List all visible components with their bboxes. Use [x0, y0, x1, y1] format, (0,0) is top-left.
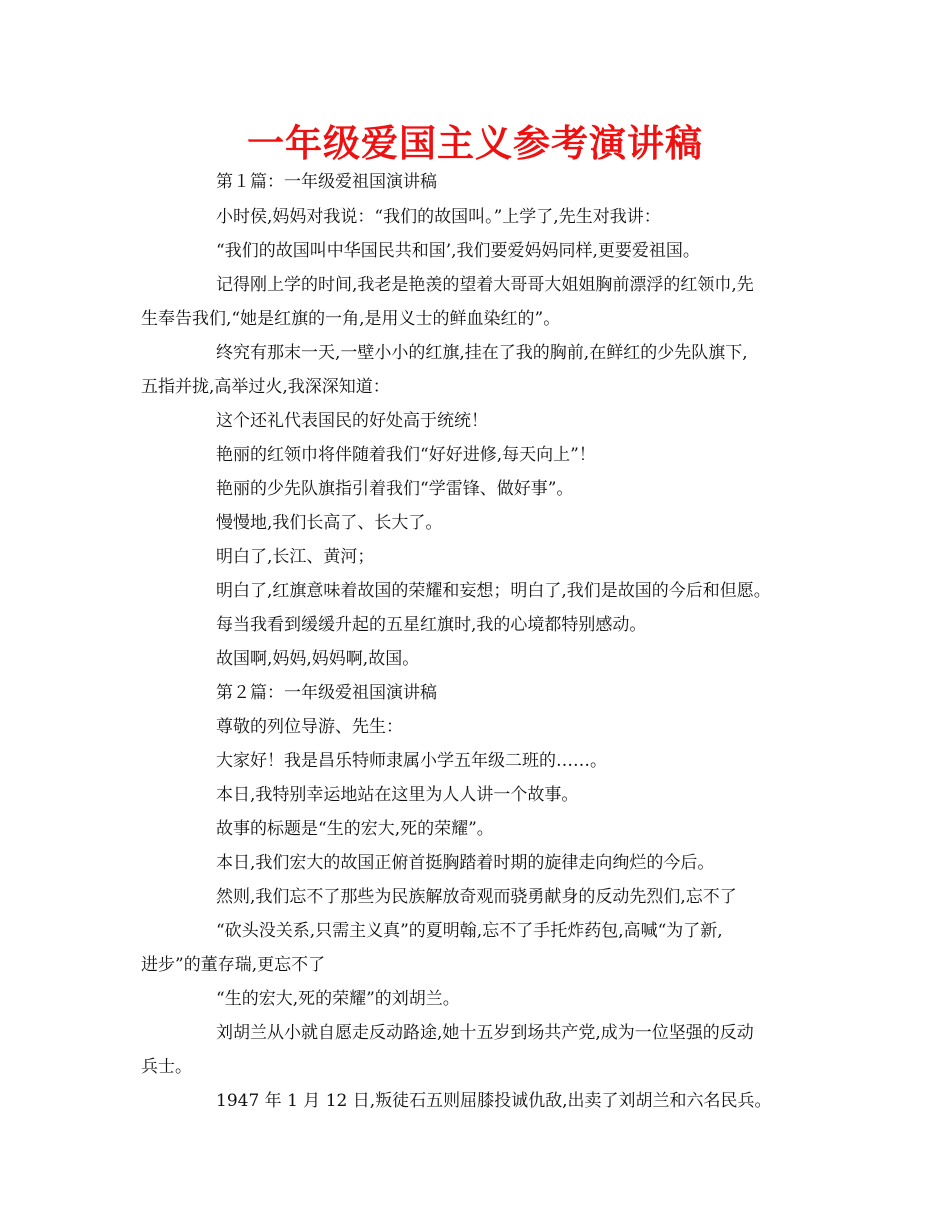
paragraph-line: 兵士。: [141, 1057, 192, 1077]
paragraph-line: 小时侯,妈妈对我说：“我们的故国叫。”上学了,先生对我讲：: [216, 207, 661, 227]
paragraph-line: 故事的标题是“生的宏大,死的荣耀”。: [216, 819, 494, 839]
paragraph-line: 艳丽的少先队旗指引着我们“学雷锋、做好事”。: [216, 479, 574, 499]
paragraph-line: 明白了,红旗意味着故国的荣耀和妄想；明白了,我们是故国的今后和但愿。: [216, 581, 771, 601]
paragraph-line: 艳丽的红领巾将伴随着我们“好好进修,每天向上”！: [216, 445, 596, 465]
paragraph-line: 本日,我们宏大的故国正俯首挺胸踏着时期的旋律走向绚烂的今后。: [216, 853, 715, 873]
paragraph-line: 慢慢地,我们长高了、长大了。: [216, 513, 443, 533]
paragraph-line: 生奉告我们,“她是红旗的一角,是用义士的鲜血染红的”。: [141, 309, 561, 329]
paragraph-line: 进步”的董存瑞,更忘不了: [141, 955, 326, 975]
paragraph-line: 然则,我们忘不了那些为民族解放奇观而骁勇献身的反动先烈们,忘不了: [216, 887, 737, 907]
paragraph-line: “砍头没关系,只需主义真”的夏明翰,忘不了手托炸药包,高喊“为了新,: [216, 921, 723, 941]
paragraph-line: “生的宏大,死的荣耀”的刘胡兰。: [216, 989, 460, 1009]
paragraph-line: 1947 年 1 月 12 日,叛徒石五则屈膝投诚仇敌,出卖了刘胡兰和六名民兵。: [216, 1091, 772, 1111]
paragraph-line: “我们的故国叫中华国民共和国’,我们要爱妈妈同样,更要爱祖国。: [216, 241, 700, 261]
document-title: 一年级爱国主义参考演讲稿: [247, 122, 703, 165]
paragraph-line: 这个还礼代表国民的好处高于统统！: [216, 411, 488, 431]
section-heading: 第２篇：一年级爱祖国演讲稿: [216, 683, 437, 703]
paragraph-line: 记得刚上学的时间,我老是艳羡的望着大哥哥大姐姐胸前漂浮的红领巾,先: [216, 275, 754, 295]
paragraph-line: 本日,我特别幸运地站在这里为人人讲一个故事。: [216, 785, 579, 805]
paragraph-line: 五指并拢,高举过火,我深深知道：: [141, 377, 390, 397]
paragraph-line: 大家好！我是昌乐特师隶属小学五年级二班的……。: [216, 751, 607, 771]
paragraph-line: 故国啊,妈妈,妈妈啊,故国。: [216, 649, 420, 669]
paragraph-line: 每当我看到缓缓升起的五星红旗时,我的心境都特别感动。: [216, 615, 647, 635]
section-heading: 第１篇：一年级爱祖国演讲稿: [216, 172, 437, 192]
paragraph-line: 尊敬的列位导游、先生：: [216, 717, 403, 737]
paragraph-line: 终究有那末一天,一壁小小的红旗,挂在了我的胸前,在鲜红的少先队旗下,: [216, 343, 748, 363]
paragraph-line: 明白了,长江、黄河；: [216, 547, 375, 567]
paragraph-line: 刘胡兰从小就自愿走反动路途,她十五岁到场共产党,成为一位坚强的反动: [216, 1023, 754, 1043]
